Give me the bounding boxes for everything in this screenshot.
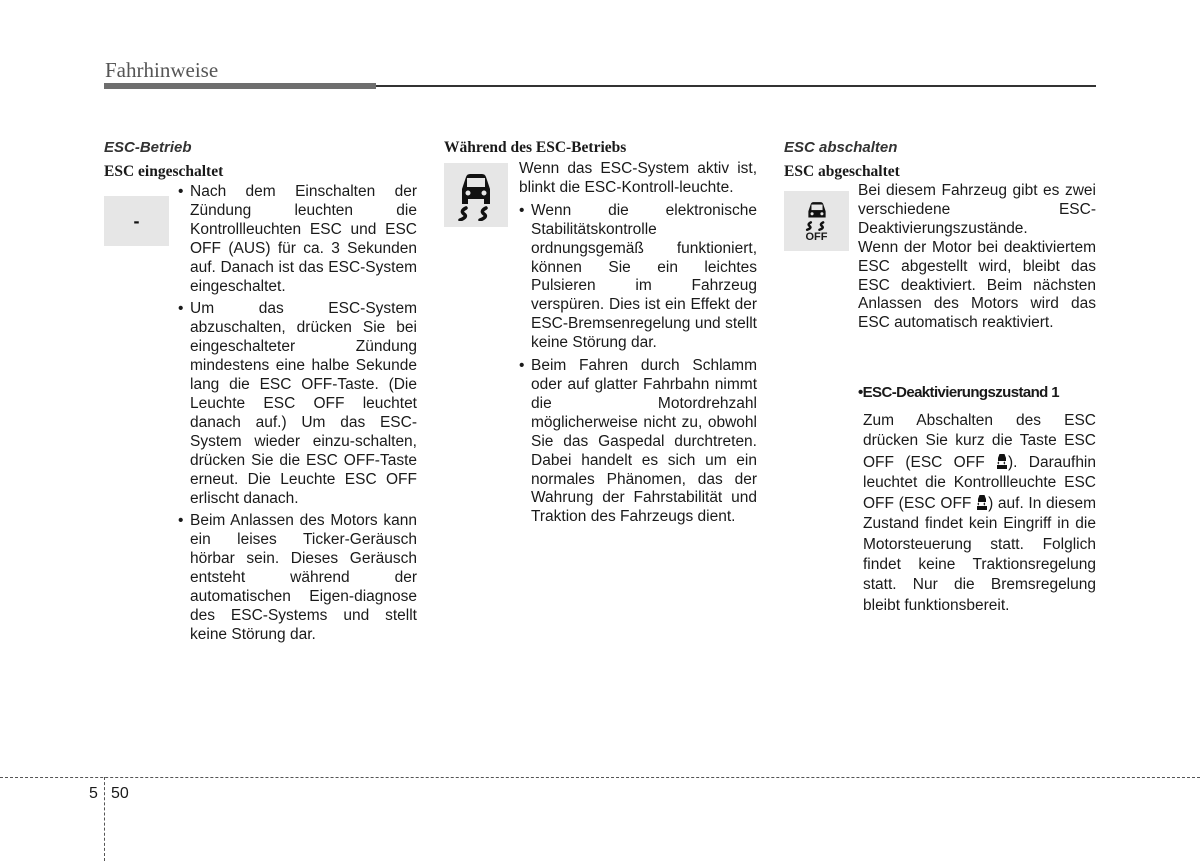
- esc-indicator-icon: [444, 163, 508, 227]
- skidding-car-icon: [452, 169, 500, 221]
- bullet-heading: ESC-Deaktivierungszustand 1: [862, 384, 1060, 401]
- subsection-title: ESC abgeschaltet: [784, 163, 900, 180]
- esc-off-indicator-icon: [784, 191, 849, 251]
- subsection-title: Während des ESC-Betriebs: [444, 139, 627, 156]
- column-esc-betrieb: [104, 138, 418, 643]
- section-title: ESC-Betrieb: [104, 139, 192, 156]
- deactivation-state-heading: [858, 384, 1059, 403]
- header-rule-accent: [104, 83, 376, 89]
- page-header-title: Fahrhinweise: [105, 58, 219, 82]
- column-esc-during-operation: [444, 138, 758, 526]
- list-item: • Nach dem Einschalten der Zündung leuchten die Kontrollleuchten ESC und ESC OFF (AUS) für ca. 3 Sekunden auf. Danach ist das ESC-System eingeschaltet.: [178, 183, 417, 296]
- paragraph: Bei diesem Fahrzeug gibt es zwei verschiedene ESC-Deaktivierungszustände.: [858, 182, 1096, 237]
- bullet-list: [519, 202, 757, 527]
- column-esc-abschalten: [784, 138, 1098, 614]
- list-item: • Wenn die elektronische Stabilitätskontrolle ordnungsgemäß funktioniert, können Sie ein leichtes Pulsieren im Fahrzeug verspüren. Dies ist ein Effekt der ESC-Bremsenregelung und stellt keine Störung dar.: [519, 202, 757, 353]
- placeholder-label: -: [133, 210, 140, 231]
- section-body: [858, 182, 1096, 333]
- paragraph: Wenn der Motor bei deaktiviertem ESC abgestellt wird, bleibt das ESC deaktiviert. Beim nächsten Anlassen des Motors wird das ESC automatisch reaktiviert.: [858, 238, 1096, 332]
- off-label: OFF: [805, 231, 828, 243]
- bullet-marker: •: [858, 384, 863, 401]
- deactivation-state-text: [784, 411, 1096, 616]
- footer-rule: [0, 777, 1200, 778]
- text-fragment: ). Daraufhin leuchtet die Kontrollleuchte ESC OFF (ESC OFF: [863, 453, 1097, 513]
- section-body: [178, 183, 417, 649]
- warning-light-placeholder: [104, 196, 169, 246]
- list-item: • Um das ESC-System abzuschalten, drücken Sie bei eingeschalteter Zündung mindestens eine halbe Sekunde lang die ESC OFF-Taste. (Die Leuchte ESC OFF leuchtet danach auf.) Um das ESC-System wieder einzu-schalten, drücken Sie die ESC OFF-Taste erneut. Die Leuchte ESC OFF erlischt danach.: [178, 300, 417, 508]
- footer-margin-rule: [104, 777, 105, 861]
- intro-paragraph: Wenn das ESC-System aktiv ist, blinkt die ESC-Kontroll-leuchte.: [519, 160, 757, 196]
- section-body: [519, 160, 757, 531]
- section-title: ESC abschalten: [784, 139, 898, 156]
- list-item: • Beim Anlassen des Motors kann ein leises Ticker-Geräusch hörbar sein. Dieses Geräusch entsteht während der automatischen Eigen-diagnose des ESC-Systems und stellt keine Störung dar.: [178, 512, 417, 644]
- text-fragment: ) auf. In diesem Zustand findet kein Eingriff in die Motorsteuerung statt. Folglich findet keine Traktionsregelung statt. Nur die Bremsregelung bleibt funktionsbereit.: [863, 495, 1097, 614]
- bullet-list: [178, 183, 417, 645]
- chapter-number: 5: [89, 785, 98, 802]
- page-number: 50: [111, 785, 129, 802]
- skidding-car-icon: [802, 199, 832, 231]
- subsection-title: ESC eingeschaltet: [104, 163, 224, 180]
- list-item: • Beim Fahren durch Schlamm oder auf glatter Fahrbahn nimmt die Motordrehzahl möglicherweise nicht zu, obwohl Sie das Gaspedal durchtreten. Dabei handelt es sich um ein normales Phänomen, das der Wahrung der Fahrstabilität und Traktion des Fahrzeugs dient.: [519, 357, 757, 527]
- esc-off-icon: [996, 452, 1008, 470]
- text-fragment: Zum Abschalten des ESC drücken Sie kurz die Taste ESC OFF (ESC OFF: [863, 412, 1096, 471]
- esc-off-icon: [976, 493, 988, 511]
